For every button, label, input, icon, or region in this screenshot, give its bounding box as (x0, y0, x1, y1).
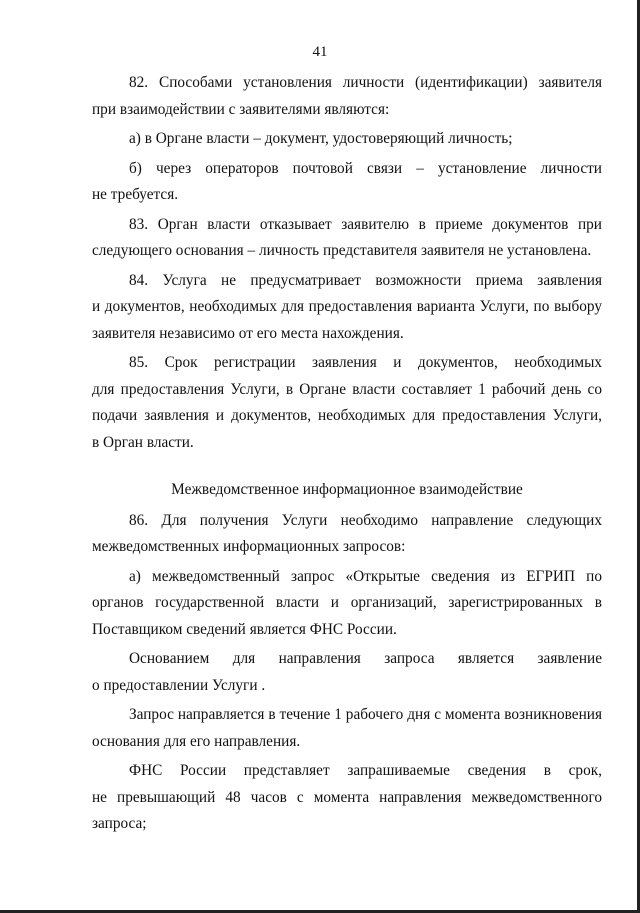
text-line: а) межведомственный запрос «Открытые сведения из ЕГРИП по (129, 567, 602, 585)
paragraph (92, 156, 602, 209)
paragraph (92, 350, 602, 456)
section-heading: Межведомственное информационное взаимодействие (171, 481, 523, 498)
text-line: в Орган власти. (92, 433, 194, 451)
text-line: 86. Для получения Услуги необходимо направление следующих (129, 511, 602, 529)
text-line: следующего основания – личность представителя заявителя не установлена. (92, 242, 592, 259)
text-line: б) через операторов почтовой связи – установление личности (129, 159, 602, 177)
text-line: и документов, необходимых для предоставления варианта Услуги, по выбору (92, 298, 602, 315)
text-line: 84. Услуга не предусматривает возможности приема заявления (129, 271, 602, 289)
text-line: органов государственной власти и организаций, зарегистрированных в (92, 594, 602, 611)
text-line: ФНС России представляет запрашиваемые сведения в срок, (129, 762, 602, 779)
text-line: а) в Органе власти – документ, удостоверяющий личность; (129, 130, 513, 147)
text-line: не превышающий 48 часов с момента направления межведомственного (92, 788, 602, 806)
text-line: не требуется. (92, 186, 179, 203)
paragraph-gap (92, 456, 602, 459)
page-number: 41 (312, 44, 328, 60)
text-line: о предоставлении Услуги . (92, 676, 266, 694)
text-line: при взаимодействии с заявителями являются: (92, 100, 390, 118)
text-line: основания для его направления. (92, 732, 301, 750)
document-body (92, 70, 602, 841)
paragraph-gap (92, 838, 602, 841)
paragraph (92, 758, 602, 838)
text-line: 82. Способами установления личности (идентификации) заявителя (129, 74, 602, 91)
text-line: запроса; (92, 815, 147, 832)
paragraph (92, 702, 602, 755)
text-line: подачи заявления и документов, необходимых для предоставления Услуги, (92, 407, 602, 424)
paragraph (92, 212, 602, 265)
text-line: для предоставления Услуги, в Органе власти составляет 1 рабочий день со (92, 380, 602, 398)
text-line: заявителя независимо от его места нахождения. (92, 324, 404, 342)
text-line: 83. Орган власти отказывает заявителю в приеме документов при (129, 215, 602, 233)
text-line: Основанием для направления запроса является заявление (129, 650, 602, 667)
text-line: межведомственных информационных запросов: (92, 538, 406, 555)
paragraph (92, 508, 602, 561)
paragraph (92, 646, 602, 699)
text-line: Запрос направляется в течение 1 рабочего дня с момента возникновения (129, 706, 602, 723)
paragraph (92, 268, 602, 348)
text-line: 85. Срок регистрации заявления и документов, необходимых (129, 354, 602, 371)
text-line: Поставщиком сведений является ФНС России. (92, 620, 397, 638)
paragraph (92, 126, 602, 153)
paragraph (92, 564, 602, 644)
paragraph (92, 70, 602, 123)
